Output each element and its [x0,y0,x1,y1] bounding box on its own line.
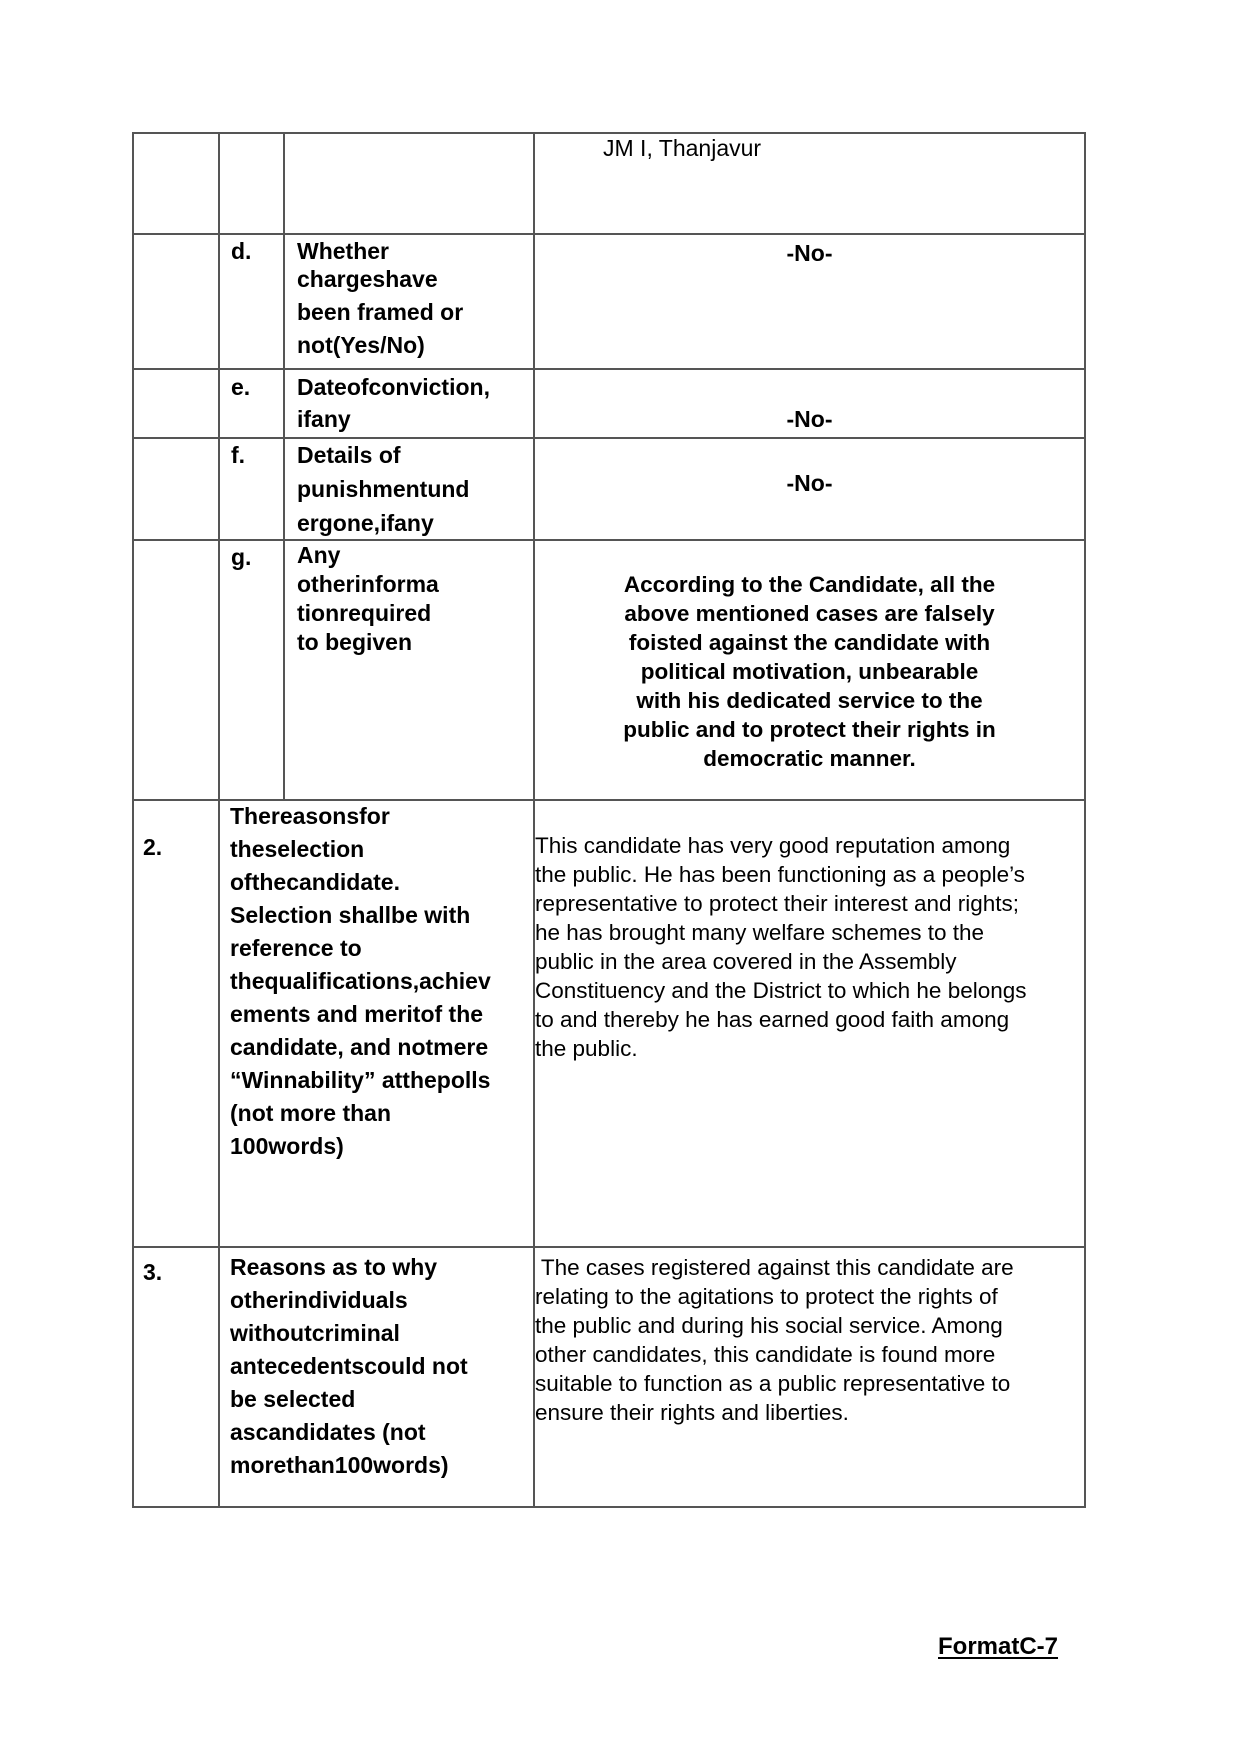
row-divider [132,233,1086,235]
answer-line: public and to protect their rights in [623,717,996,742]
answer-cell: -No- [786,240,833,266]
question-line: candidate, and notmere [230,1034,489,1060]
answer-line: The cases registered against this candidate are [535,1255,1014,1280]
question-line: reference to [230,935,362,961]
question-line: Thereasonsfor [230,803,390,829]
question-line: 100words) [230,1133,344,1159]
question-line: to begiven [297,629,413,655]
column-divider-sub [283,132,285,801]
item-number: 2. [143,834,163,860]
answer-line: the public. He has been functioning as a people’s [535,862,1025,887]
question-line: Any [297,542,341,568]
question-line: “Winnability” atthepolls [230,1067,491,1093]
table-border-right [1084,132,1086,1508]
sub-item-label: e. [231,374,251,400]
answer-line: the public and during his social service. Among [535,1313,1003,1338]
table-border-left [132,132,134,1508]
column-divider-num [218,132,220,1508]
answer-line: the public. [535,1036,638,1061]
question-line: ofthecandidate. [230,869,400,895]
question-line: Dateofconviction, [297,374,490,400]
answer-cell: -No- [786,470,833,496]
answer-line: above mentioned cases are falsely [624,601,995,626]
sub-item-label: f. [231,442,246,468]
row-divider [132,1246,1086,1248]
answer-line: suitable to function as a public representative to [535,1371,1011,1396]
answer-line: he has brought many welfare schemes to the [535,920,985,945]
answer-line: representative to protect their interest and rights; [535,891,1020,916]
question-line: chargeshave [297,266,438,292]
answer-line: political motivation, unbearable [640,659,979,684]
question-line: Details of [297,442,401,468]
answer-line: other candidates, this candidate is found more [535,1342,996,1367]
answer-line: to and thereby he has earned good faith among [535,1007,1010,1032]
question-line: Whether [297,238,389,264]
answer-line: with his dedicated service to the [636,688,983,713]
answer-line: relating to the agitations to protect the rights of [535,1284,998,1309]
answer-line: ensure their rights and liberties. [535,1400,849,1425]
answer-line: This candidate has very good reputation among [535,833,1011,858]
question-line: tionrequired [297,600,432,626]
row-divider [132,539,1086,541]
item-number: 3. [143,1259,163,1285]
question-line: ascandidates (not [230,1419,426,1445]
question-line: ements and meritof the [230,1001,484,1027]
question-line: withoutcriminal [230,1320,400,1346]
question-line: punishmentund [297,476,470,502]
answer-cell: JM I, Thanjavur [603,135,762,161]
question-line: not(Yes/No) [297,332,425,358]
question-line: antecedentscould not [230,1353,468,1379]
question-line: Reasons as to why [230,1254,438,1280]
answer-line: Constituency and the District to which he belongs [535,978,1027,1003]
answer-line: democratic manner. [703,746,916,771]
format-label: FormatC-7 [938,1633,1059,1660]
row-divider [132,437,1086,439]
question-line: Selection shallbe with [230,902,471,928]
question-line: theselection [230,836,365,862]
answer-line: According to the Candidate, all the [623,572,996,597]
answer-cell: -No- [786,406,833,432]
question-line: (not more than [230,1100,391,1126]
question-line: ergone,ifany [297,510,434,536]
question-line: otherinforma [297,571,439,597]
question-line: ifany [297,406,351,432]
question-line: be selected [230,1386,356,1412]
question-line: been framed or [297,299,464,325]
table-border-bottom [132,1506,1086,1508]
sub-item-label: g. [231,544,252,570]
answer-line: public in the area covered in the Assembly [535,949,957,974]
question-line: morethan100words) [230,1452,449,1478]
row-divider [132,368,1086,370]
sub-item-label: d. [231,238,252,264]
question-line: thequalifications,achiev [230,968,491,994]
question-line: otherindividuals [230,1287,408,1313]
answer-line: foisted against the candidate with [628,630,991,655]
